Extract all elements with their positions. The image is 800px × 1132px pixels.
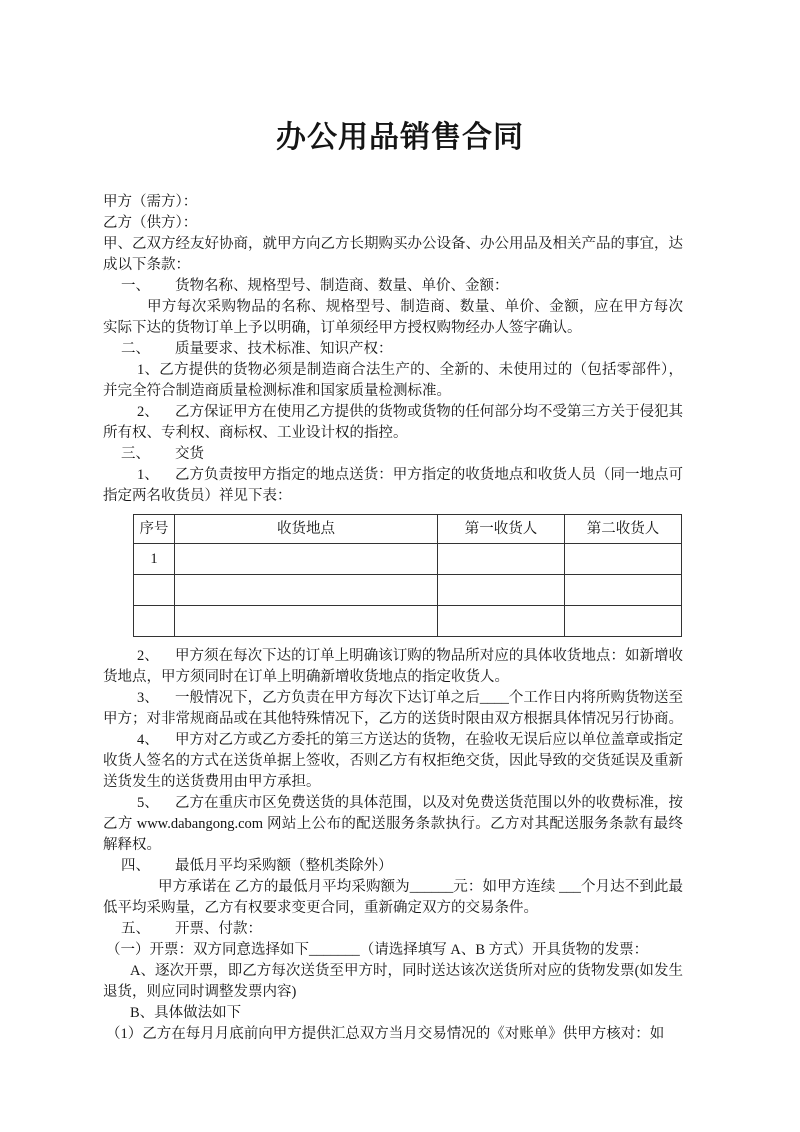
paragraph: （1）乙方在每月月底前向甲方提供汇总双方当月交易情况的《对账单》供甲方核对：如 — [106, 1026, 665, 1042]
clause-text: 货物名称、规格型号、制造商、数量、单价、金额： — [175, 278, 509, 294]
clause-number: 1、 — [137, 467, 159, 483]
paragraph: 甲方每次采购物品的名称、规格型号、制造商、数量、单价、金额，应在甲方每次实际下达的货物订单上予以明确，订单须经甲方授权购物经办人签字确认。 — [103, 299, 683, 336]
clause-number: 五、 — [121, 921, 150, 937]
table-cell — [134, 606, 175, 637]
section-heading — [103, 339, 683, 360]
document-body — [103, 192, 683, 1045]
document-title: 办公用品销售合同 — [276, 121, 524, 154]
section-heading — [103, 856, 683, 877]
table-row — [134, 544, 682, 575]
clause-number: 三、 — [121, 446, 150, 462]
clause-number: 3、 — [137, 690, 159, 706]
clause-text: 乙方提供的货物必须是制造商合法生产的、全新的、未使用过的（包括零部件），并完全符合制造商质量检测标准和国家质量检测标准。 — [103, 362, 683, 399]
clause-number: 2、 — [137, 404, 159, 420]
clause-number: 2、 — [137, 648, 159, 664]
list-item — [103, 730, 683, 793]
table-cell — [438, 575, 565, 606]
list-item — [103, 465, 683, 507]
table-row — [134, 575, 682, 606]
section-heading — [103, 444, 683, 465]
clause-number: 一、 — [121, 278, 150, 294]
table-header-cell: 收货地点 — [175, 515, 438, 544]
list-item — [103, 793, 683, 856]
clause-text: 甲方对乙方或乙方委托的第三方送达的货物，在验收无误后应以单位盖章或指定收货人签名的方式在送货单据上签收，否则乙方有权拒绝交货，因此导致的交货延误及重新送货发生的送货费用由甲方承担。 — [103, 732, 683, 790]
table-cell — [175, 575, 438, 606]
table-header-cell: 第一收货人 — [438, 515, 565, 544]
paragraph: 甲方（需方）： — [103, 194, 198, 210]
paragraph: 甲、乙双方经友好协商，就甲方向乙方长期购买办公设备、办公用品及相关产品的事宜，达成以下条款： — [103, 236, 683, 273]
table-cell — [175, 606, 438, 637]
paragraph: 乙方（供方）： — [103, 215, 198, 231]
table-cell — [565, 544, 682, 575]
table-cell — [565, 575, 682, 606]
paragraph: B、具体做法如下 — [130, 1005, 242, 1021]
table-header-cell: 序号 — [134, 515, 175, 544]
table-cell — [438, 606, 565, 637]
table-cell — [175, 544, 438, 575]
clause-text: 最低月平均采购额（整机类除外） — [175, 858, 393, 874]
table-header-cell: 第二收货人 — [565, 515, 682, 544]
table-cell — [565, 606, 682, 637]
clause-number: 二、 — [121, 341, 150, 357]
table-cell — [134, 575, 175, 606]
clause-text: 一般情况下，乙方负责在甲方每次下达订单之后____个工作日内将所购货物送至甲方；对非常规商品或在其他特殊情况下，乙方的送货时限由双方根据具体情况另行协商。 — [103, 690, 683, 727]
clause-text: 乙方负责按甲方指定的地点送货：甲方指定的收货地点和收货人员（同一地点可指定两名收货员）祥见下表： — [103, 467, 683, 504]
clause-text: 交货 — [175, 446, 204, 462]
paragraph: 甲方承诺在 乙方的最低月平均采购额为______元：如甲方连续 ___个月达不到此最低平均采购量，乙方有权要求变更合同，重新确定双方的交易条件。 — [103, 879, 683, 916]
clause-number: 5、 — [137, 795, 159, 811]
paragraph: （一）开票：双方同意选择如下_______（请选择填写 A、B 方式）开具货物的发票： — [106, 942, 649, 958]
delivery-locations-table — [133, 514, 682, 637]
clause-text: 质量要求、技术标准、知识产权： — [175, 341, 393, 357]
list-item — [103, 360, 683, 402]
table-cell: 1 — [134, 544, 175, 575]
table-header-row — [134, 515, 682, 544]
clause-text: 乙方在重庆市区免费送货的具体范围，以及对免费送货范围以外的收费标准，按乙方 www.dabangong.com 网站上公布的配送服务条款执行。乙方对其配送服务条款有最终解释权。 — [103, 795, 683, 853]
section-heading — [103, 919, 683, 940]
list-item — [103, 646, 683, 688]
list-item — [103, 688, 683, 730]
clause-number: 四、 — [121, 858, 150, 874]
clause-text: 乙方保证甲方在使用乙方提供的货物或货物的任何部分均不受第三方关于侵犯其所有权、专利权、商标权、工业设计权的指控。 — [103, 404, 683, 441]
clause-number: 4、 — [137, 732, 159, 748]
table-row — [134, 606, 682, 637]
clause-text: 甲方须在每次下达的订单上明确该订购的物品所对应的具体收货地点：如新增收货地点，甲方须同时在订单上明确新增收货地点的指定收货人。 — [103, 648, 683, 685]
clause-text: 开票、付款： — [175, 921, 262, 937]
section-heading — [103, 276, 683, 297]
paragraph: A、逐次开票，即乙方每次送货至甲方时，同时送达该次送货所对应的货物发票(如发生退货，则应同时调整发票内容) — [103, 963, 683, 1000]
clause-number: 1、 — [137, 362, 160, 378]
table-cell — [438, 544, 565, 575]
list-item — [103, 402, 683, 444]
